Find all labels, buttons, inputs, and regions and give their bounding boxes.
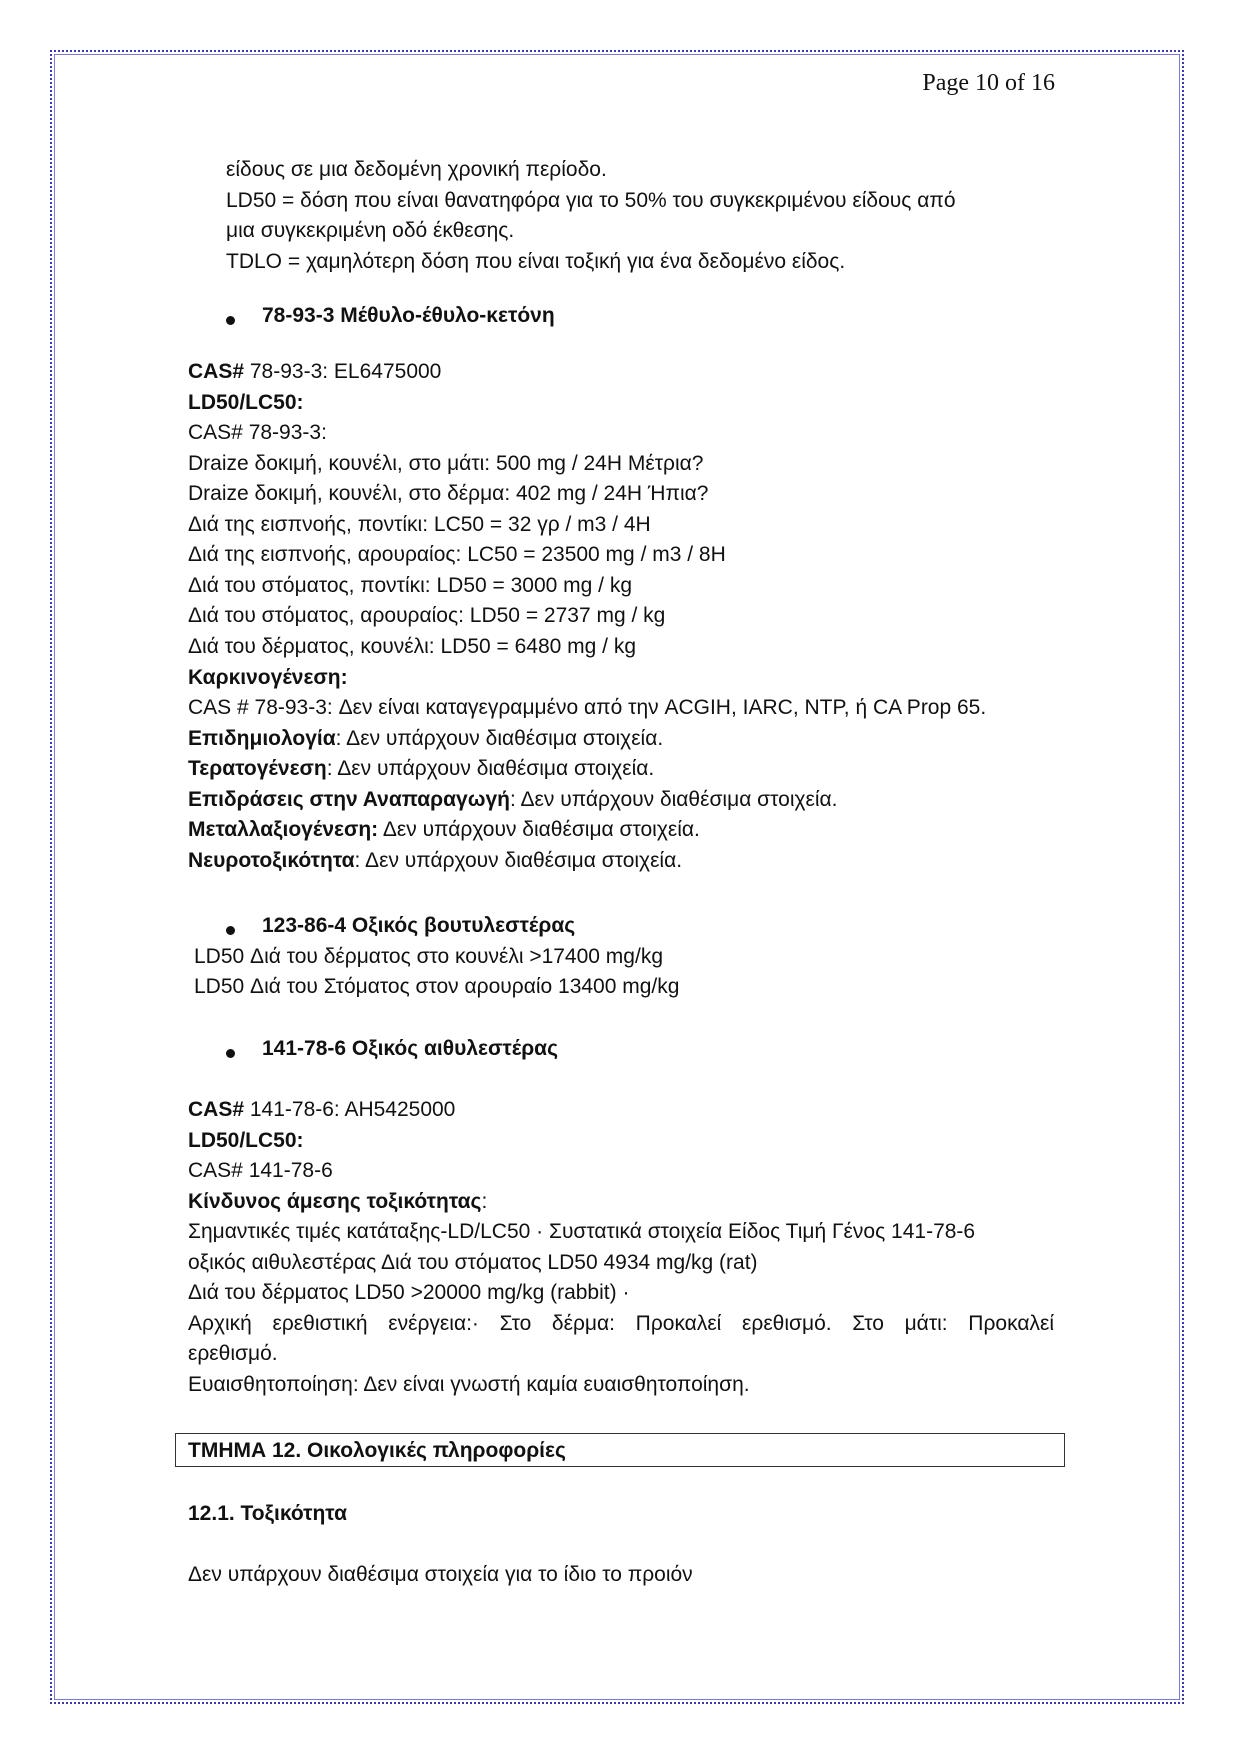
butyl-heading: 123-86-4 Οξικός βουτυλεστέρας — [262, 914, 576, 937]
bullet-icon — [226, 316, 235, 325]
hazard-label: Κίνδυνος άμεσης τοξικότητας — [188, 1190, 482, 1213]
section-12-header — [175, 1433, 1065, 1467]
mek-carcino-heading: Καρκινογένεση: — [188, 666, 348, 689]
intro-line: μια συγκεκριμένη οδό έκθεσης. — [226, 219, 515, 242]
ethyl-heading: 141-78-6 Οξικός αιθυλεστέρας — [262, 1037, 559, 1060]
prop-label: Μεταλλαξιογένεση: — [188, 818, 379, 841]
bullet-icon — [226, 926, 235, 935]
mek-cas-line — [188, 360, 441, 384]
mek-prop-line — [188, 788, 838, 812]
mek-cas-value: 78-93-3: EL6475000 — [244, 360, 442, 383]
ethyl-line: Διά του δέρματος LD50 >20000 mg/kg (rabbit) · — [188, 1281, 630, 1304]
prop-text: : Δεν υπάρχουν διαθέσιμα στοιχεία. — [326, 757, 655, 780]
mek-line: Διά του στόματος, ποντίκι: LD50 = 3000 mg / kg — [188, 574, 633, 597]
mek-line: Draize δοκιμή, κουνέλι, στο μάτι: 500 mg / 24H Μέτρια? — [188, 452, 704, 475]
bullet-icon — [226, 1049, 235, 1058]
ethyl-line: οξικός αιθυλεστέρας Διά του στόματος LD50 4934 mg/kg (rat) — [188, 1251, 758, 1274]
mek-ld-heading: LD50/LC50: — [188, 391, 304, 414]
mek-line: Διά της εισπνοής, ποντίκι: LC50 = 32 γρ / m3 / 4H — [188, 513, 651, 536]
mek-line: Διά του δέρματος, κουνέλι: LD50 = 6480 mg / kg — [188, 635, 637, 658]
section-12-text: Δεν υπάρχουν διαθέσιμα στοιχεία για το ίδιο το προιόν — [188, 1563, 693, 1586]
section-12-subheading: 12.1. Τοξικότητα — [188, 1502, 347, 1525]
ethyl-sensitization: Ευαισθητοποίηση: Δεν είναι γνωστή καμία ευαισθητοποίηση. — [188, 1373, 750, 1396]
mek-line: Draize δοκιμή, κουνέλι, στο δέρμα: 402 mg / 24H Ήπια? — [188, 482, 709, 505]
ethyl-hazard-line — [188, 1190, 487, 1214]
prop-label: Επιδράσεις στην Αναπαραγωγή — [188, 788, 510, 811]
ethyl-cas-plain: CAS# 141-78-6 — [188, 1159, 333, 1182]
prop-text: Δεν υπάρχουν διαθέσιμα στοιχεία. — [378, 818, 700, 841]
prop-text: : Δεν υπάρχουν διαθέσιμα στοιχεία. — [335, 727, 664, 750]
intro-line: LD50 = δόση που είναι θανατηφόρα για το 50% του συγκεκριμένου είδους από — [226, 189, 956, 212]
mek-line: Διά του στόματος, αρουραίος: LD50 = 2737 mg / kg — [188, 604, 666, 627]
prop-label: Επιδημιολογία — [188, 727, 336, 750]
ethyl-ld-heading: LD50/LC50: — [188, 1129, 304, 1152]
mek-heading: 78-93-3 Μέθυλο-έθυλο-κετόνη — [262, 304, 555, 327]
butyl-line: LD50 Διά του δέρματος στο κουνέλι >17400 mg/kg — [194, 945, 663, 968]
mek-prop-line — [188, 757, 654, 781]
ethyl-irritation-line: ερεθισμό. — [188, 1342, 278, 1365]
page-number: Page 10 of 16 — [922, 70, 1055, 96]
hazard-colon: : — [481, 1190, 488, 1213]
ethyl-irritation-line: Αρχική ερεθιστική ενέργεια:· Στο δέρμα: Προκαλεί ερεθισμό. Στο μάτι: Προκαλεί — [188, 1312, 1054, 1335]
ethyl-cas-value: 141-78-6: AH5425000 — [244, 1098, 456, 1121]
prop-text: : Δεν υπάρχουν διαθέσιμα στοιχεία. — [509, 788, 838, 811]
intro-line: TDLO = χαμηλότερη δόση που είναι τοξική για ένα δεδομένο είδος. — [226, 250, 846, 273]
mek-line: CAS# 78-93-3: — [188, 421, 327, 444]
intro-line: είδους σε μια δεδομένη χρονική περίοδο. — [226, 158, 607, 181]
prop-text: : Δεν υπάρχουν διαθέσιμα στοιχεία. — [354, 849, 683, 872]
mek-prop-line — [188, 849, 682, 873]
butyl-line: LD50 Διά του Στόματος στον αρουραίο 13400 mg/kg — [194, 975, 680, 998]
section-12-title: ΤΜΗΜΑ 12. Οικολογικές πληροφορίες — [188, 1439, 566, 1462]
prop-label: Τερατογένεση — [188, 757, 327, 780]
mek-line: Διά της εισπνοής, αρουραίος: LC50 = 23500 mg / m3 / 8H — [188, 543, 726, 566]
mek-prop-line — [188, 727, 663, 751]
mek-prop-line — [188, 818, 700, 842]
ethyl-line: Σημαντικές τιμές κατάταξης-LD/LC50 · Συστατικά στοιχεία Είδος Τιμή Γένος 141-78-6 — [188, 1220, 976, 1243]
prop-label: Νευροτοξικότητα — [188, 849, 355, 872]
ethyl-cas-line — [188, 1098, 455, 1122]
mek-cas-label: CAS# — [188, 360, 245, 383]
mek-carcino-text: CAS # 78-93-3: Δεν είναι καταγεγραμμένο από την ACGIH, IARC, NTP, ή CA Prop 65. — [188, 696, 987, 719]
ethyl-cas-label: CAS# — [188, 1098, 245, 1121]
